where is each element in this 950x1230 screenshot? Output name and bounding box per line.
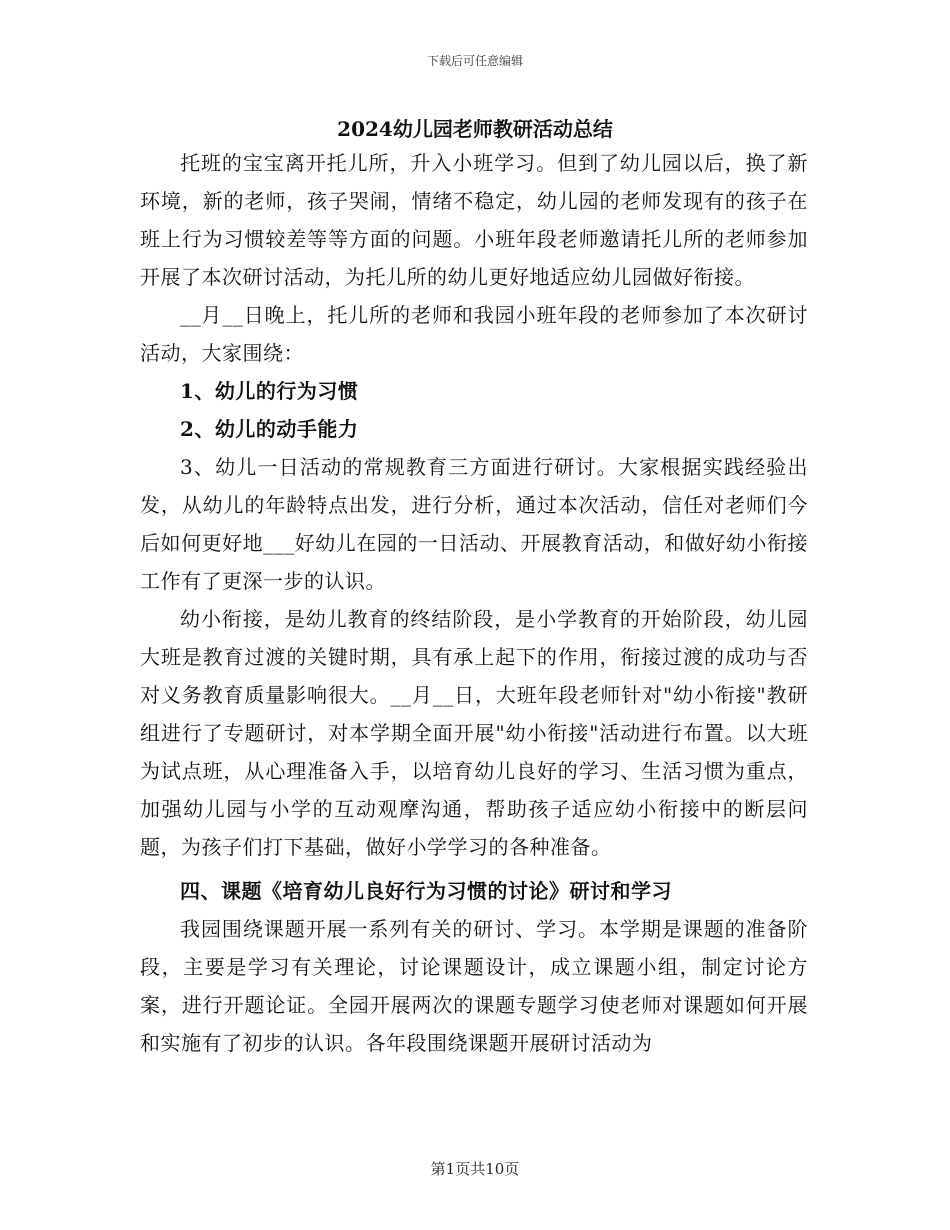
document-body — [140, 144, 808, 1062]
section-heading-research-topic: 四、课题《培育幼儿良好行为习惯的讨论》研讨和学习 — [180, 879, 672, 903]
paragraph-daily-activities: 3、幼儿一日活动的常规教育三方面进行研讨。大家根据实践经验出发，从幼儿的年龄特点出发，进行分析，通过本次活动，信任对老师们今后如何更好地___好幼儿在园的一日活动、开展教育活动，和做好幼小衔接工作有了更深一步的认识。 — [140, 455, 808, 593]
paragraph-kindergarten-primary-transition: 幼小衔接，是幼儿教育的终结阶段，是小学教育的开始阶段，幼儿园大班是教育过渡的关键时期，具有承上起下的作用，衔接过渡的成功与否对义务教育质量影响很大。__月__日，大班年段老师针对"幼小衔接"教研组进行了专题研讨，对本学期全面开展"幼小衔接"活动进行布置。以大班为试点班，从心理准备入手，以培育幼儿良好的学习、生活习惯为重点，加强幼儿园与小学的互动观摩沟通，帮助孩子适应幼小衔接中的断层问题，为孩子们打下基础，做好小学学习的各种准备。 — [140, 607, 808, 859]
page-number-footer: 第1页共10页 — [430, 1160, 520, 1178]
paragraph-activity-date: __月__日晚上，托儿所的老师和我园小班年段的老师参加了本次研讨活动，大家围绕： — [140, 303, 808, 365]
paragraph-intro: 托班的宝宝离开托儿所，升入小班学习。但到了幼儿园以后，换了新环境，新的老师，孩子哭闹，情绪不稳定，幼儿园的老师发现有的孩子在班上行为习惯较差等等方面的问题。小班年段老师邀请托儿所的老师参加开展了本次研讨活动，为托儿所的幼儿更好地适应幼儿园做好衔接。 — [140, 151, 808, 289]
list-item-hands-on-ability: 2、幼儿的动手能力 — [180, 417, 359, 441]
document-title: 2024幼儿园老师教研活动总结 — [337, 117, 613, 141]
list-item-behavior-habits: 1、幼儿的行为习惯 — [180, 379, 359, 403]
paragraph-research-study: 我园围绕课题开展一系列有关的研讨、学习。本学期是课题的准备阶段，主要是学习有关理论，讨论课题设计，成立课题小组，制定讨论方案，进行开题论证。全园开展两次的课题专题学习使老师对课题如何开展和实施有了初步的认识。各年段围绕课题开展研讨活动为 — [140, 917, 808, 1055]
header-note: 下载后可任意编辑 — [426, 54, 523, 68]
